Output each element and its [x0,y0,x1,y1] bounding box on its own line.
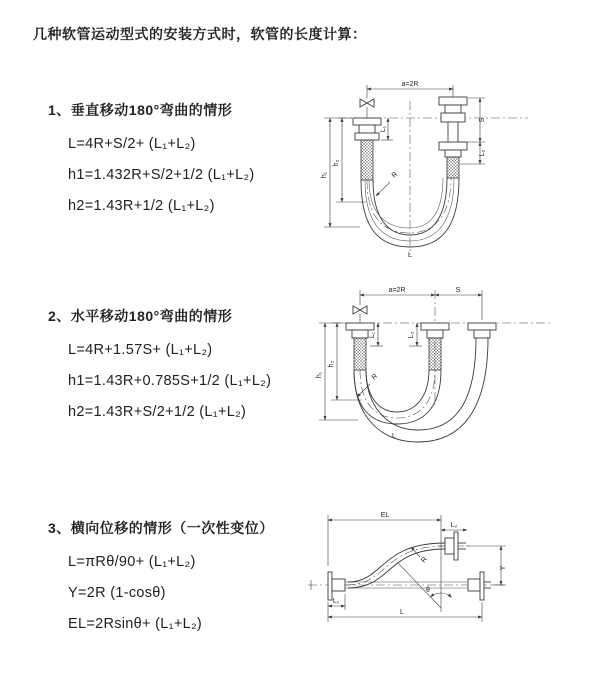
d3-hose-curve [346,543,445,588]
d2-label-l: L [392,433,396,440]
section-1-number: 1、 [48,102,71,118]
d2-right-flange [468,323,496,338]
d1-label-l: L [408,252,412,259]
section-2-formula-h1: h1=1.43R+0.785S+1/2 (L₁+L₂) [68,373,272,389]
section-2-heading [48,306,271,326]
section-2-formula-h2: h2=1.43R+S/2+1/2 (L₁+L₂) [68,404,247,420]
section-2-number: 2、 [48,308,71,324]
d3-label-y: Y [500,565,507,571]
d3-label-l1: L₁ [332,598,340,605]
d3-label-l2: L₂ [450,522,458,529]
diagram-vertical-180-bend [310,75,590,260]
d1-s-l2-dimensions [460,98,486,164]
d2-middle-flange [421,323,449,370]
d2-l2-dimension [408,323,422,346]
d3-right-ghost-flange [468,572,491,600]
d2-valve-icon [353,306,367,323]
d2-hose-curves [354,338,488,442]
section-3-formula-Y: Y=2R (1-cosθ) [68,585,166,601]
d3-l2-dimension [441,522,467,530]
d1-label-a2r: a=2R [401,81,419,88]
d2-span-dimensions [360,287,482,320]
d1-label-h1: h₁ [321,171,328,179]
d1-label-l2: L₂ [479,149,486,157]
section-2-heading-text: 水平移动180°弯曲的情形 [70,308,233,324]
section-3-formula-L: L=πRθ/90+ (L₁+L₂) [68,554,196,570]
d1-left-flange [353,118,381,180]
d3-label-r: R [420,555,429,565]
d1-label-h2: h₂ [333,159,340,167]
d1-right-flange [439,97,467,178]
section-3-formula-EL: EL=2Rsinθ+ (L₁+L₂) [68,616,203,632]
section-2 [48,306,271,435]
d3-l-dimension [328,602,482,622]
d2-label-a2r: a=2R [388,287,406,294]
d2-label-h1: h₁ [316,371,323,379]
d1-radius-callout [376,171,399,196]
d2-label-l1: L₁ [369,331,376,339]
section-3 [48,518,274,647]
section-1-heading-text: 垂直移动180°弯曲的情形 [70,102,233,118]
d2-label-r: R [370,372,380,382]
d1-label-r: R [390,170,400,180]
page-title: 几种软管运动型式的安装方式时，软管的长度计算： [33,26,367,42]
d1-span-dimension [367,81,453,98]
d1-label-l1: L₁ [380,125,387,133]
d1-l1-dimension [380,118,393,140]
section-2-formula-L: L=4R+1.57S+ (L₁+L₂) [68,342,213,358]
section-1-formula-L: L=4R+S/2+ (L₁+L₂) [68,136,196,152]
d3-angle-theta [398,563,452,608]
section-1-formula-h2: h2=1.43R+1/2 (L₁+L₂) [68,198,215,214]
d1-valve-icon [360,99,374,118]
d1-label-s: S [479,117,486,123]
section-1-heading [48,100,255,120]
section-1-formula-h1: h1=1.432R+S/2+1/2 (L₁+L₂) [68,167,255,183]
section-1 [48,100,255,229]
d3-label-el: EL [380,512,390,519]
d2-label-s: S [455,287,461,294]
d3-left-flange [328,572,345,600]
d2-left-flange [346,323,374,370]
d2-label-l2: L₂ [408,331,415,339]
diagram-horizontal-180-bend [310,280,600,450]
d2-label-h2: h₂ [328,360,335,368]
d3-label-l: L [400,609,404,616]
d3-label-theta: θ [426,587,430,594]
section-3-heading [48,518,274,538]
d3-radius-callout [411,547,429,564]
section-3-heading-text: 横向位移的情形（一次性变位） [70,520,274,536]
diagram-lateral-displacement [300,500,600,655]
section-3-number: 3、 [48,520,71,536]
